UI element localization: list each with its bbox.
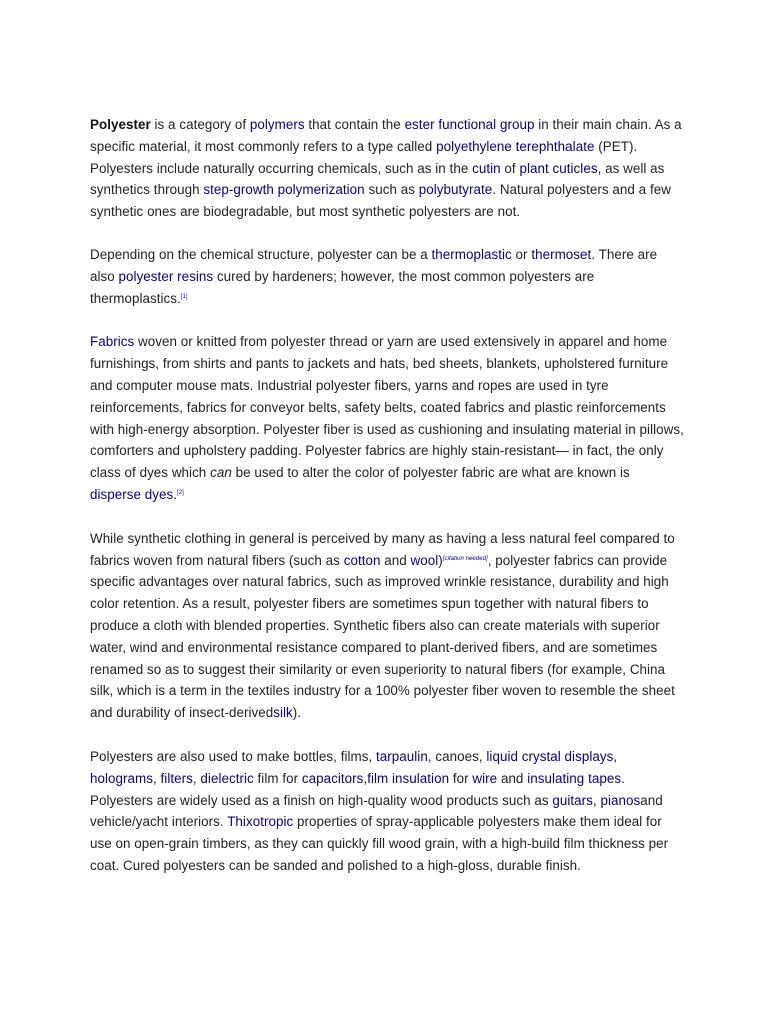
citation-1[interactable]: [1] xyxy=(180,293,188,300)
text-run: . There are also xyxy=(90,246,658,284)
link-wire[interactable]: wire xyxy=(472,770,498,786)
link-thixotropic[interactable]: Thixotropic xyxy=(227,814,294,830)
text-run: and vehicle/yacht interiors. xyxy=(90,792,663,830)
text-run: is a category of xyxy=(150,117,250,132)
text-run: While synthetic clothing in general is perceived by many as having a less natural feel compared to fabrics woven from natural fibers (such as xyxy=(90,530,675,568)
link-disperse-dyes[interactable]: disperse dyes xyxy=(90,486,174,502)
link-plant-cuticles[interactable]: plant cuticles xyxy=(519,160,598,176)
link-cotton[interactable]: cotton xyxy=(343,552,381,568)
text-run: and xyxy=(380,552,411,568)
text-run: (PET). Polyesters include naturally occurring chemicals, such as in the xyxy=(90,138,638,176)
text-run: . xyxy=(173,486,178,502)
term-polyester: Polyester xyxy=(90,117,151,132)
text-run: such as xyxy=(364,182,419,198)
text-run: in their main chain. As a specific material, it most commonly refers to a type called xyxy=(90,117,682,154)
link-insulating-tapes[interactable]: insulating tapes xyxy=(527,770,622,786)
text-run: of xyxy=(500,160,520,176)
citation-2[interactable]: [2] xyxy=(177,489,184,496)
text-run: . Natural polyesters and a few synthetic ones are biodegradable, but most synthetic polyesters are not. xyxy=(90,182,671,220)
text-run: , xyxy=(613,748,618,764)
text-run: , xyxy=(363,770,368,786)
text-run: for xyxy=(449,770,473,786)
text-run: , canoes, xyxy=(427,748,487,764)
link-thermoplastic[interactable]: thermoplastic xyxy=(431,246,512,262)
link-polybutyrate[interactable]: polybutyrate xyxy=(418,182,493,198)
link-ester-functional-group[interactable]: ester functional group xyxy=(404,117,535,132)
article-body xyxy=(90,114,684,877)
citation-needed[interactable]: [citation needed] xyxy=(442,555,488,562)
text-run: cured by hardeners; however, the most common polyesters are thermoplastics. xyxy=(90,268,595,306)
paragraph-structure xyxy=(90,244,684,309)
text-run: and xyxy=(497,770,528,786)
text-run: , xyxy=(152,770,161,786)
link-thermoset[interactable]: thermoset xyxy=(531,246,592,262)
link-polyethylene-terephthalate[interactable]: polyethylene terephthalate xyxy=(436,138,595,154)
text-run: or xyxy=(511,246,532,262)
text-run: , xyxy=(592,792,601,808)
text-run: , polyester fabrics can provide specific advantages over natural fabrics, such as improved wrinkle resistance, durability and high color retention. As a result, polyester fibers are sometimes spun together with natural fibers to produce a cloth with blended properties. Synthetic fibers also can create materials with superior water, wind and environmental resistance compared to plant-derived fibers, and are sometimes renamed so as to suggest their similarity or even superiority to natural fibers (for example, China silk, which is a term in the textiles industry for a 100% polyester fiber woven to resemble the sheet and durability of insect-derived xyxy=(90,552,675,721)
paragraph-synthetic-clothing xyxy=(90,528,684,724)
text-run: film for xyxy=(253,770,302,786)
link-liquid-crystal-displays[interactable]: liquid crystal displays xyxy=(486,748,614,764)
link-guitars[interactable]: guitars xyxy=(552,792,593,808)
text-run: ) xyxy=(438,552,443,568)
link-holograms[interactable]: holograms xyxy=(90,770,153,786)
text-run: Depending on the chemical structure, polyester can be a xyxy=(90,246,432,262)
text-run: , as well as synthetics through xyxy=(90,160,665,198)
text-run: , xyxy=(192,770,201,786)
link-cutin[interactable]: cutin xyxy=(472,160,501,176)
text-run: Polyesters are also used to make bottles, films, xyxy=(90,748,377,764)
paragraph-fabrics xyxy=(90,331,684,505)
text-run: be used to alter the color of polyester fabric are what are known is xyxy=(231,465,630,481)
link-dielectric[interactable]: dielectric xyxy=(200,770,254,786)
link-pianos[interactable]: pianos xyxy=(600,792,641,808)
paragraph-other-uses xyxy=(90,746,684,877)
link-film-insulation[interactable]: film insulation xyxy=(367,770,450,786)
link-polyester-resins[interactable]: polyester resins xyxy=(118,268,214,284)
text-run: woven or knitted from polyester thread or yarn are used extensively in apparel and home furnishings, from shirts and pants to jackets and hats, bed sheets, blankets, upholstered furniture and computer mouse mats. Industrial polyester fibers, yarns and ropes are used in tyre reinforcements, fabrics for conveyor belts, safety belts, coated fabrics and plastic reinforcements with high-energy absorption. Polyester fiber is used as cushioning and insulating material in pillows, comforters and upholstery padding. Polyester fabrics are highly stain-resistant— in fact, the only class of dyes which xyxy=(90,334,684,481)
text-run: properties of spray-applicable polyesters make them ideal for use on open-grain timbers, as they can quickly fill wood grain, with a high-build film thickness per coat. Cured polyesters can be sanded and polished to a high-gloss, durable finish. xyxy=(90,814,669,873)
link-wool[interactable]: wool xyxy=(410,552,439,568)
link-polymers[interactable]: polymers xyxy=(249,117,305,132)
link-filters[interactable]: filters xyxy=(160,770,193,786)
link-silk[interactable]: silk xyxy=(273,705,293,721)
link-step-growth-polymerization[interactable]: step-growth polymerization xyxy=(203,182,365,198)
text-run: . Polyesters are widely used as a finish on high-quality wood products such as xyxy=(90,770,625,808)
link-tarpaulin[interactable]: tarpaulin xyxy=(376,748,428,764)
link-fabrics[interactable]: Fabrics xyxy=(90,334,135,350)
emphasis-can: can xyxy=(210,465,232,481)
link-capacitors[interactable]: capacitors xyxy=(301,770,364,786)
text-run: that contain the xyxy=(304,117,405,132)
paragraph-intro xyxy=(90,114,684,223)
text-run: ). xyxy=(292,705,302,721)
